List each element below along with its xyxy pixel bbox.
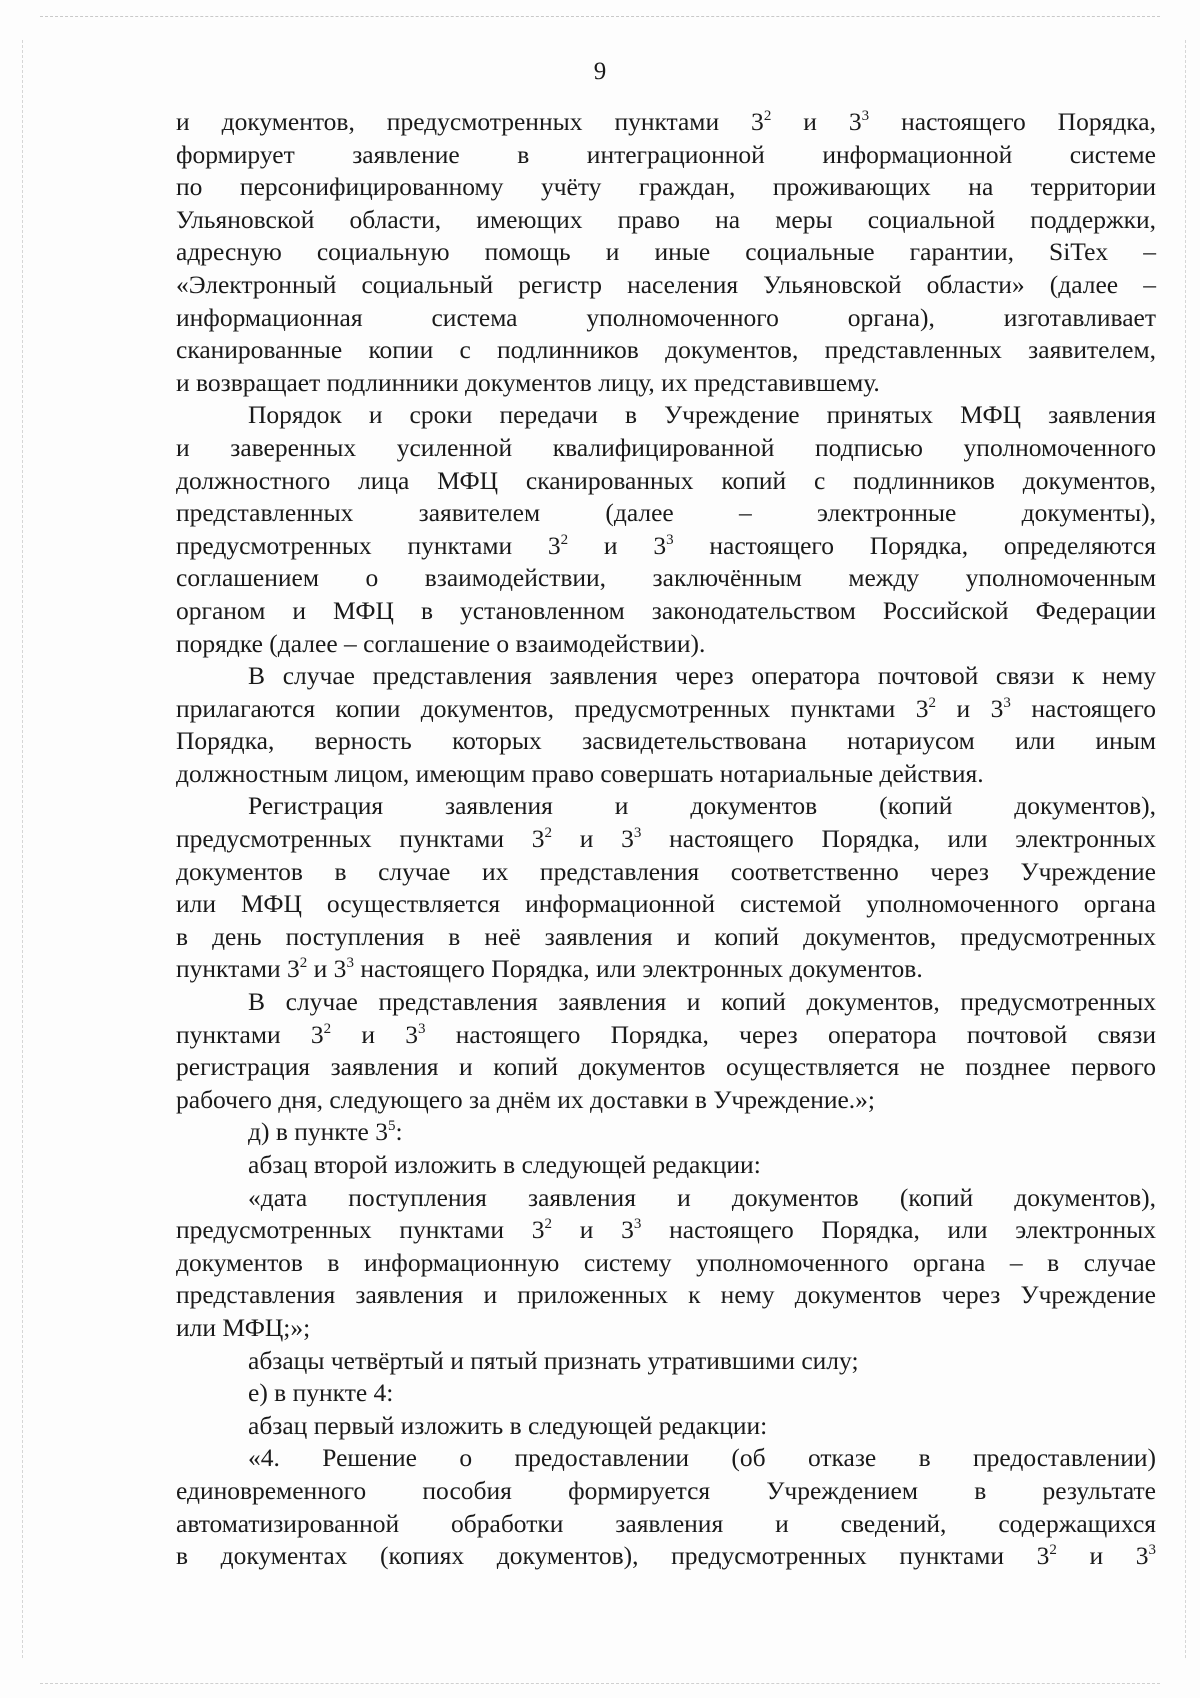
text-segment: д) в пункте 3: [248, 1117, 388, 1147]
text-line: [176, 628, 1156, 661]
text-segment: формирует заявление в интеграционной информационной системе: [176, 139, 1156, 169]
text-segment: рабочего дня, следующего за днём их доставки в Учреждение.»;: [176, 1084, 876, 1114]
text-line: [176, 399, 1156, 432]
text-line: [176, 1475, 1156, 1508]
text-segment: и заверенных усиленной квалифицированной подписью уполномоченного: [176, 432, 1156, 462]
scan-border-bottom: [40, 1683, 1160, 1684]
text-line: [176, 986, 1156, 1019]
text-segment: пунктами 3: [176, 1019, 324, 1049]
text-line: [176, 1279, 1156, 1312]
text-line: [176, 1214, 1156, 1247]
text-line: [176, 660, 1156, 693]
text-line: [176, 432, 1156, 465]
text-line: [176, 823, 1156, 856]
text-segment: регистрация заявления и копий документов осуществляется не позднее первого: [176, 1052, 1156, 1082]
superscript: 3: [633, 825, 642, 842]
text-line: [176, 106, 1156, 139]
text-segment: и документов, предусмотренных пунктами 3: [176, 107, 764, 136]
text-segment: и 3: [936, 693, 1004, 723]
text-segment: прилагаются копии документов, предусмотренных пунктами 3: [176, 693, 929, 723]
text-line: [176, 693, 1156, 726]
superscript: 3: [666, 531, 674, 548]
text-segment: и возвращает подлинники документов лицу, их представившему.: [176, 367, 880, 397]
text-line: [176, 1019, 1156, 1052]
text-line: [176, 595, 1156, 628]
superscript: 3: [1148, 1542, 1156, 1559]
text-segment: настоящего: [1010, 693, 1156, 723]
text-segment: документов в информационную систему уполномоченного органа – в случае: [176, 1247, 1156, 1277]
text-line: [176, 1051, 1156, 1084]
text-segment: предусмотренных пунктами 3: [176, 530, 561, 560]
superscript: 2: [544, 1216, 553, 1233]
superscript: 2: [544, 825, 553, 842]
text-line: [176, 888, 1156, 921]
text-segment: и 3: [552, 824, 634, 854]
text-line: [176, 953, 1156, 986]
text-segment: адресную социальную помощь и иные социальные гарантии, SiTex –: [176, 237, 1156, 267]
text-line: [176, 1247, 1156, 1280]
text-line: [176, 367, 1156, 400]
text-segment: настоящего Порядка, или электронных: [641, 824, 1157, 854]
text-segment: Ульяновской области, имеющих право на меры социальной поддержки,: [176, 204, 1156, 234]
scan-border-right: [1185, 40, 1186, 1658]
text-segment: абзацы четвёртый и пятый признать утратившими силу;: [248, 1345, 859, 1375]
text-line: [176, 1345, 1156, 1378]
text-segment: «4. Решение о предоставлении (об отказе в предоставлении): [248, 1443, 1156, 1473]
text-segment: и 3: [1056, 1541, 1149, 1571]
text-segment: порядке (далее – соглашение о взаимодействии).: [176, 628, 706, 658]
superscript: 3: [346, 955, 354, 972]
text-segment: информационная система уполномоченного органа), изготавливает: [176, 302, 1156, 332]
text-line: [176, 236, 1156, 269]
text-line: [176, 465, 1156, 498]
text-line: [176, 725, 1156, 758]
text-segment: В случае представления заявления через оператора почтовой связи к нему: [248, 661, 1156, 691]
text-line: [176, 1182, 1156, 1215]
text-segment: по персонифицированному учёту граждан, проживающих на территории: [176, 172, 1156, 202]
superscript: 2: [299, 955, 308, 972]
text-segment: и 3: [552, 1215, 634, 1245]
text-segment: и 3: [771, 107, 862, 136]
text-line: [176, 497, 1156, 530]
text-line: [176, 1312, 1156, 1345]
text-segment: и 3: [568, 530, 667, 560]
document-body: [176, 106, 1156, 1573]
text-line: [176, 1116, 1156, 1149]
text-segment: настоящего Порядка, или электронных: [641, 1215, 1157, 1245]
superscript: 2: [323, 1020, 332, 1037]
text-segment: или МФЦ осуществляется информационной системой уполномоченного органа: [176, 889, 1156, 919]
text-segment: сканированные копии с подлинников документов, представленных заявителем,: [176, 335, 1156, 365]
text-segment: соглашением о взаимодействии, заключённым между уполномоченным: [176, 563, 1156, 593]
text-line: [176, 562, 1156, 595]
superscript: 2: [928, 694, 937, 711]
text-line: [176, 204, 1156, 237]
text-segment: Порядок и сроки передачи в Учреждение принятых МФЦ заявления: [248, 400, 1156, 430]
text-segment: В случае представления заявления и копий документов, предусмотренных: [248, 987, 1156, 1017]
superscript: 3: [861, 108, 870, 124]
text-segment: представления заявления и приложенных к нему документов через Учреждение: [176, 1280, 1156, 1310]
text-segment: «дата поступления заявления и документов (копий документов),: [248, 1182, 1156, 1212]
text-segment: предусмотренных пунктами 3: [176, 824, 545, 854]
text-segment: автоматизированной обработки заявления и сведений, содержащихся: [176, 1508, 1156, 1538]
text-line: [176, 1442, 1156, 1475]
text-segment: представленных заявителем (далее – электронные документы),: [176, 498, 1156, 528]
page-number: 9: [593, 58, 607, 85]
text-segment: единовременного пособия формируется Учреждением в результате: [176, 1475, 1156, 1505]
scan-border-top: [40, 16, 1160, 17]
text-segment: абзац первый изложить в следующей редакции:: [248, 1410, 768, 1440]
superscript: 5: [387, 1118, 396, 1135]
text-segment: «Электронный социальный регистр населения Ульяновской области» (далее –: [176, 269, 1156, 299]
superscript: 3: [418, 1020, 426, 1037]
text-segment: :: [395, 1117, 403, 1147]
text-segment: настоящего Порядка, определяются: [673, 530, 1156, 560]
text-line: [176, 302, 1156, 335]
text-line: [176, 758, 1156, 791]
text-segment: Порядка, верность которых засвидетельствована нотариусом или иным: [176, 726, 1156, 756]
text-segment: в день поступления в неё заявления и копий документов, предусмотренных: [176, 921, 1156, 951]
text-segment: абзац второй изложить в следующей редакции:: [248, 1150, 761, 1179]
text-segment: и 3: [331, 1019, 418, 1049]
text-segment: и 3: [307, 954, 347, 984]
text-line: [176, 530, 1156, 563]
text-segment: предусмотренных пунктами 3: [176, 1215, 545, 1245]
text-line: [176, 790, 1156, 823]
text-line: [176, 921, 1156, 954]
text-line: [176, 1508, 1156, 1541]
text-segment: должностного лица МФЦ сканированных копий с подлинников документов,: [176, 465, 1156, 495]
text-line: [176, 1149, 1156, 1182]
text-line: [176, 171, 1156, 204]
superscript: 3: [1003, 694, 1011, 711]
text-segment: документов в случае их представления соответственно через Учреждение: [176, 856, 1156, 886]
text-segment: настоящего Порядка,: [869, 107, 1156, 136]
superscript: 3: [633, 1216, 642, 1233]
text-line: [176, 1540, 1156, 1573]
superscript: 2: [560, 531, 569, 548]
text-segment: в документах (копиях документов), предусмотренных пунктами 3: [176, 1541, 1050, 1571]
text-segment: органом и МФЦ в установленном законодательством Российской Федерации: [176, 595, 1156, 625]
text-segment: е) в пункте 4:: [248, 1378, 394, 1408]
text-line: [176, 269, 1156, 302]
text-line: [176, 856, 1156, 889]
text-line: [176, 334, 1156, 367]
superscript: 2: [1049, 1542, 1057, 1559]
text-line: [176, 1410, 1156, 1443]
text-segment: пунктами 3: [176, 954, 300, 984]
text-line: [176, 1377, 1156, 1410]
text-line: [176, 1084, 1156, 1117]
scan-border-left: [22, 40, 23, 1658]
superscript: 2: [763, 108, 772, 124]
text-segment: настоящего Порядка, через оператора почтовой связи: [425, 1019, 1156, 1049]
text-segment: настоящего Порядка, или электронных документов.: [353, 954, 923, 984]
text-segment: Регистрация заявления и документов (копий документов),: [248, 791, 1156, 821]
text-segment: должностным лицом, имеющим право совершать нотариальные действия.: [176, 758, 984, 788]
text-line: [176, 139, 1156, 172]
text-segment: или МФЦ;»;: [176, 1312, 311, 1342]
